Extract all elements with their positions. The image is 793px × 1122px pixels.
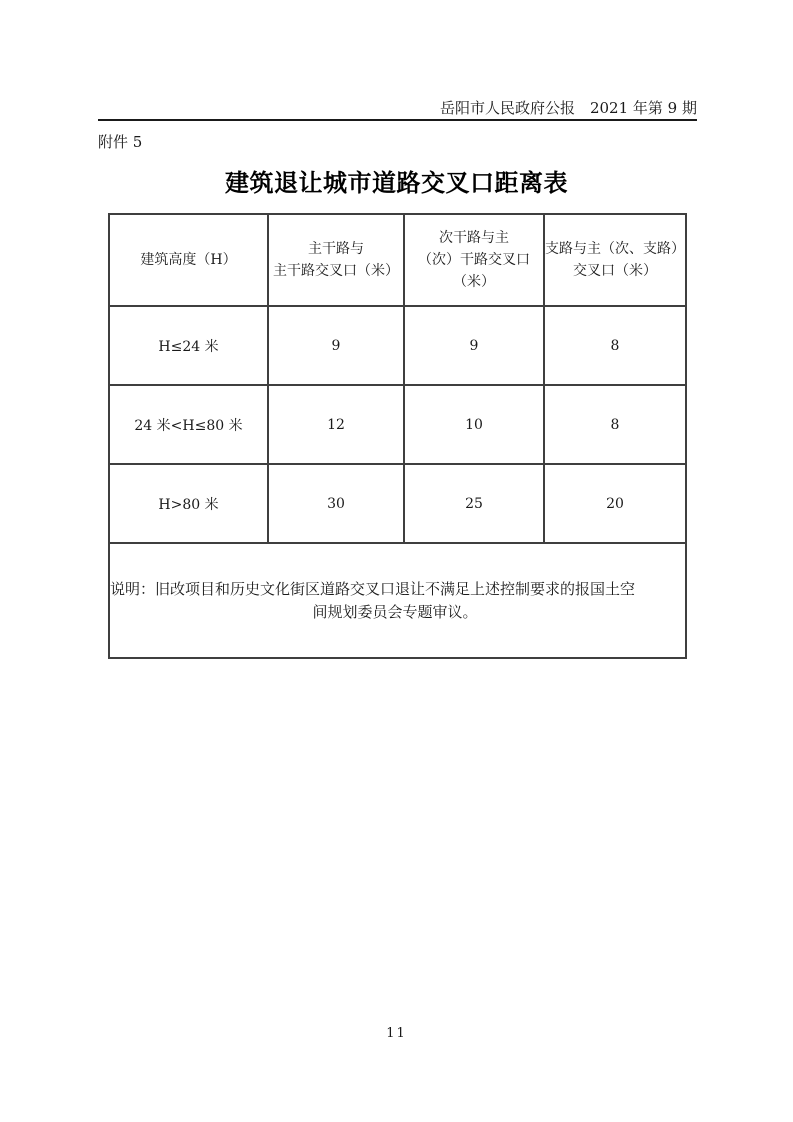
table-header-row — [109, 214, 686, 306]
note-row — [109, 543, 686, 658]
header-rule — [98, 119, 697, 121]
document-title: 建筑退让城市道路交叉口距离表 — [225, 169, 568, 197]
value-cell: 10 — [404, 385, 544, 464]
setback-distance-table — [108, 213, 687, 659]
height-range-cell: H≤24 米 — [109, 306, 268, 385]
value-cell: 12 — [268, 385, 404, 464]
note-text — [155, 578, 635, 624]
table-row — [109, 464, 686, 543]
note-line: 间规划委员会专题审议。 — [312, 602, 478, 621]
note — [110, 578, 685, 624]
page-number: 11 — [386, 1026, 407, 1041]
value-cell: 20 — [544, 464, 686, 543]
column-header-building-height — [109, 214, 268, 306]
column-header-secondary-intersection — [404, 214, 544, 306]
column-header-line: 建筑高度（H） — [140, 252, 237, 268]
value-cell: 9 — [268, 306, 404, 385]
column-header-line: 交叉口（米） — [573, 263, 657, 279]
column-header-line: （次）干路交叉口 — [418, 252, 530, 268]
value-cell: 8 — [544, 306, 686, 385]
value-cell: 8 — [544, 385, 686, 464]
height-range-cell: 24 米<H≤80 米 — [109, 385, 268, 464]
column-header-line: 主干路与 — [308, 241, 364, 257]
column-header-line: 支路与主（次、支路） — [545, 241, 685, 257]
gazette-header — [98, 97, 697, 118]
column-header-arterial-intersection — [268, 214, 404, 306]
value-cell: 25 — [404, 464, 544, 543]
note-line: 旧改项目和历史文化街区道路交叉口退让不满足上述控制要求的报国土空 — [155, 579, 636, 598]
value-cell: 9 — [404, 306, 544, 385]
note-cell — [109, 543, 686, 658]
note-label: 说明： — [110, 579, 156, 598]
height-range-cell: H>80 米 — [109, 464, 268, 543]
table-row — [109, 385, 686, 464]
gazette-title: 岳阳市人民政府公报 2021 年第 9 期 — [439, 99, 697, 117]
column-header-line: 主干路交叉口（米） — [273, 263, 399, 279]
column-header-line: （米） — [453, 274, 495, 290]
attachment-label: 附件 5 — [98, 133, 143, 151]
table-row — [109, 306, 686, 385]
column-header-line: 次干路与主 — [439, 230, 509, 246]
column-header-branch-intersection — [544, 214, 686, 306]
value-cell: 30 — [268, 464, 404, 543]
